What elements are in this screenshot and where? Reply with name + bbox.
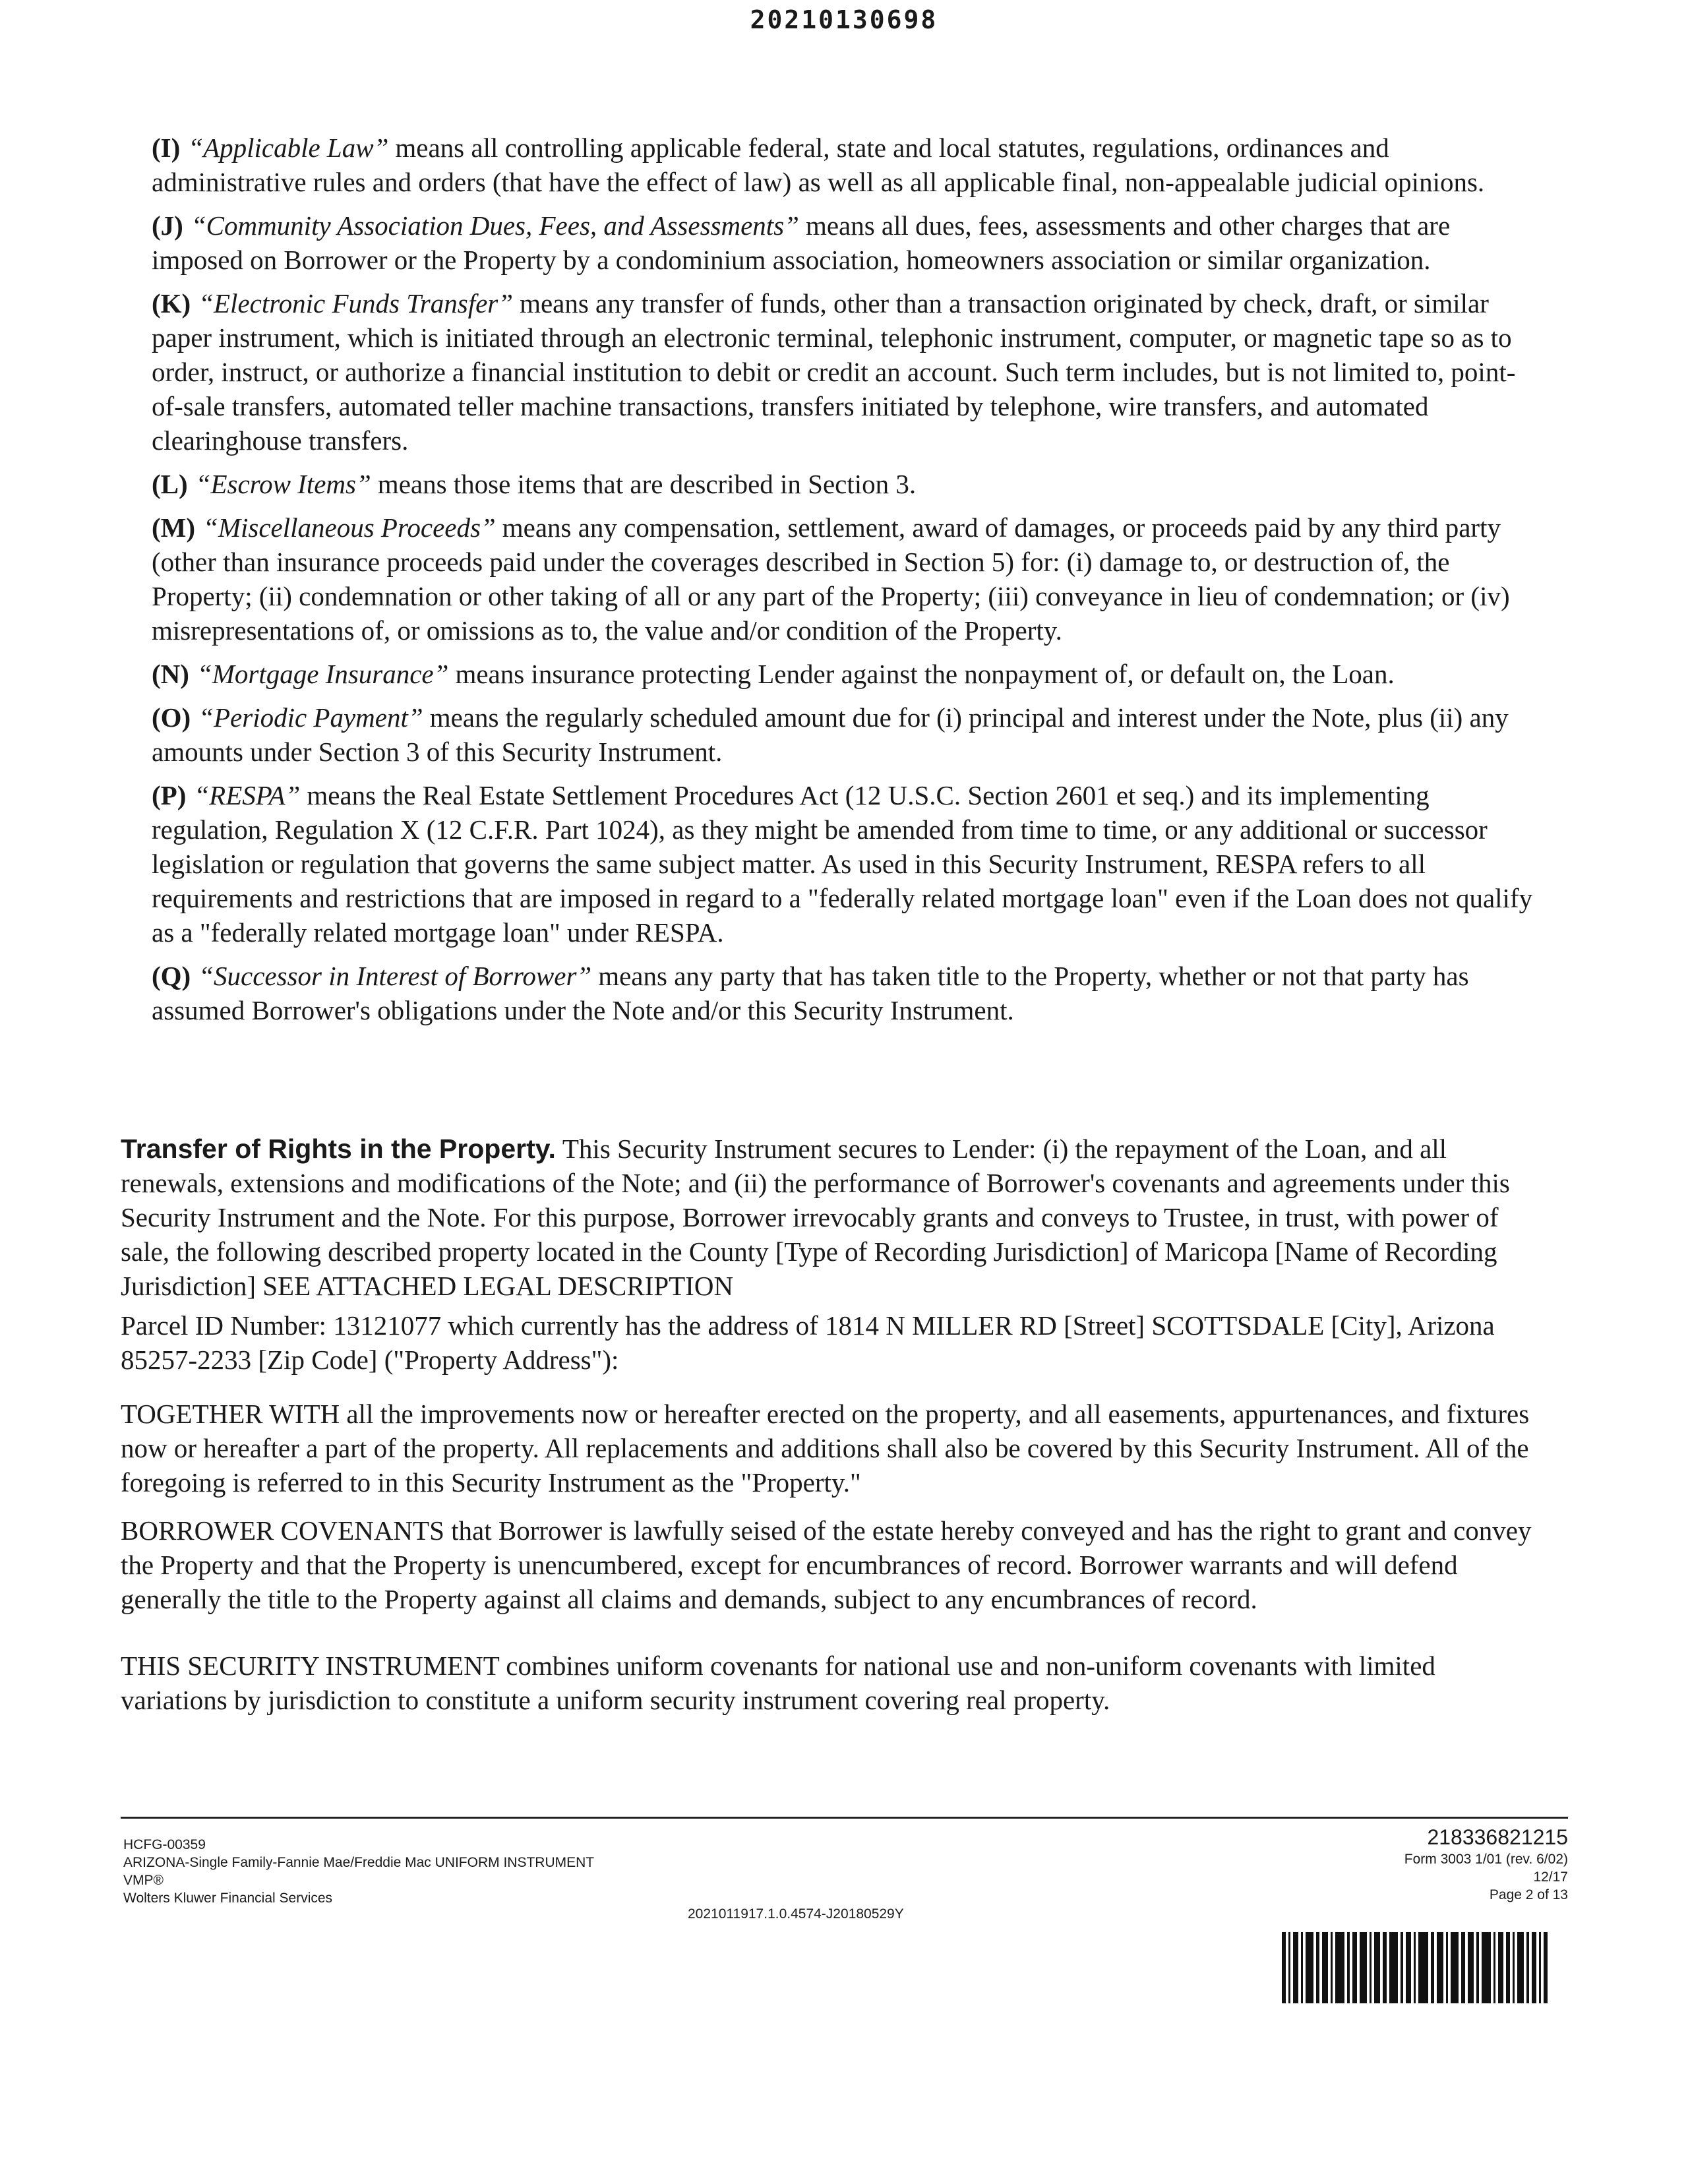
- document-id: 2021011917.1.0.4574-J20180529Y: [688, 1906, 904, 1922]
- transfer-text: This Security Instrument secures to Lender: (i) the repayment of the Loan, and all renewals, extensions and modifications of the Note; and (ii) the performance of Borrower's covenants and agreements under this Security Instrument and the Note. For this purpose, Borrower irrevocably grants and conveys to Trustee, in trust, with power of sale, the following described property located in the County [Type of Recording Jurisdiction] of Maricopa [Name of Recording Jurisdiction] SEE ATTACHED LEGAL DESCRIPTION: [121, 1134, 1510, 1301]
- definition-escrow-items: (L) “Escrow Items” means those items that are described in Section 3.: [152, 469, 917, 499]
- definition-respa: (P) “RESPA” means the Real Estate Settlement Procedures Act (12 U.S.C. Section 2601 et seq.) and its implementing regulation, Regulation X (12 C.F.R. Part 1024), as they might be amended from time to time, or any additional or successor legislation or regulation that governs the same subject matter. As used in this Security Instrument, RESPA refers to all requirements and restrictions that are imposed in regard to a "federally related mortgage loan" even if the Loan does not qualify as a "federally related mortgage loan" under RESPA.: [152, 780, 1533, 948]
- form-revision: 12/17: [1533, 1869, 1568, 1885]
- form-code: HCFG-00359: [123, 1837, 206, 1852]
- borrower-covenants-paragraph: BORROWER COVENANTS that Borrower is lawfully seised of the estate hereby conveyed and has the right to grant and convey the Property and that the Property is unencumbered, except for encumbrances of record. Borrower warrants and will defend generally the title to the Property against all claims and demands, subject to any encumbrances of record.: [121, 1515, 1532, 1614]
- definition-miscellaneous-proceeds: (M) “Miscellaneous Proceeds” means any compensation, settlement, award of damages, or proceeds paid by any third party (other than insurance proceeds paid under the coverages described in Section 5) for: (i) damage to, or destruction of, the Property; (ii) condemnation or other taking of all or any part of the Property; (iii) conveyance in lieu of condemnation; or (iv) misrepresentations of, or omissions as to, the value and/or condition of the Property.: [152, 512, 1510, 646]
- together-with-paragraph: TOGETHER WITH all the improvements now or hereafter erected on the property, and all easements, appurtenances, and fixtures now or hereafter a part of the property. All replacements and additions shall also be covered by this Security Instrument. All of the foregoing is referred to in this Security Instrument as the "Property.": [121, 1399, 1530, 1498]
- definition-periodic-payment: (O) “Periodic Payment” means the regularly scheduled amount due for (i) principal and interest under the Note, plus (ii) any amounts under Section 3 of this Security Instrument.: [152, 702, 1509, 767]
- definition-community-association-dues: (J) “Community Association Dues, Fees, and Assessments” means all dues, fees, assessments and other charges that are imposed on Borrower or the Property by a condominium association, homeowners association or similar organization.: [152, 210, 1451, 275]
- barcode-icon: [1282, 1932, 1565, 2003]
- form-number: Form 3003 1/01 (rev. 6/02): [1404, 1852, 1568, 1867]
- vmp-mark: VMP®: [123, 1873, 164, 1888]
- definition-successor-in-interest: (Q) “Successor in Interest of Borrower” means any party that has taken title to the Property, whether or not that party has assumed Borrower's obligations under the Note and/or this Security Instrument.: [152, 961, 1469, 1025]
- transfer-heading: Transfer of Rights in the Property.: [121, 1134, 556, 1164]
- loan-number: 218336821215: [1427, 1825, 1568, 1849]
- security-instrument-paragraph: THIS SECURITY INSTRUMENT combines uniform covenants for national use and non-uniform covenants with limited variations by jurisdiction to constitute a uniform security instrument covering real property.: [121, 1651, 1435, 1715]
- footer-right-block: [1404, 1824, 1568, 1904]
- transfer-of-rights-section: [121, 1132, 1545, 1303]
- recording-number: 20210130698: [750, 5, 938, 34]
- definition-mortgage-insurance: (N) “Mortgage Insurance” means insurance protecting Lender against the nonpayment of, or default on, the Loan.: [152, 659, 1395, 689]
- page-footer: [121, 1817, 1568, 1937]
- page-number: Page 2 of 13: [1489, 1887, 1568, 1902]
- definition-applicable-law: (I) “Applicable Law” means all controlling applicable federal, state and local statutes, regulations, ordinances and administrative rules and orders (that have the effect of law) as well as all applicable final, non-appealable judicial opinions.: [152, 133, 1485, 197]
- definitions-list: [152, 131, 1543, 1037]
- form-title: ARIZONA-Single Family-Fannie Mae/Freddie Mac UNIFORM INSTRUMENT: [123, 1855, 595, 1870]
- publisher: Wolters Kluwer Financial Services: [123, 1891, 333, 1906]
- definition-electronic-funds-transfer: (K) “Electronic Funds Transfer” means any transfer of funds, other than a transaction originated by check, draft, or similar paper instrument, which is initiated through an electronic terminal, telephonic instrument, computer, or magnetic tape so as to order, instruct, or authorize a financial institution to debit or credit an account. Such term includes, but is not limited to, point-of-sale transfers, automated teller machine transactions, transfers initiated by telephone, wire transfers, and automated clearinghouse transfers.: [152, 288, 1516, 456]
- footer-form-info: [123, 1836, 915, 1907]
- parcel-id-paragraph: Parcel ID Number: 13121077 which currently has the address of 1814 N MILLER RD [Street] SCOTTSDALE [City], Arizona 85257-2233 [Zip Code] ("Property Address"):: [121, 1310, 1495, 1375]
